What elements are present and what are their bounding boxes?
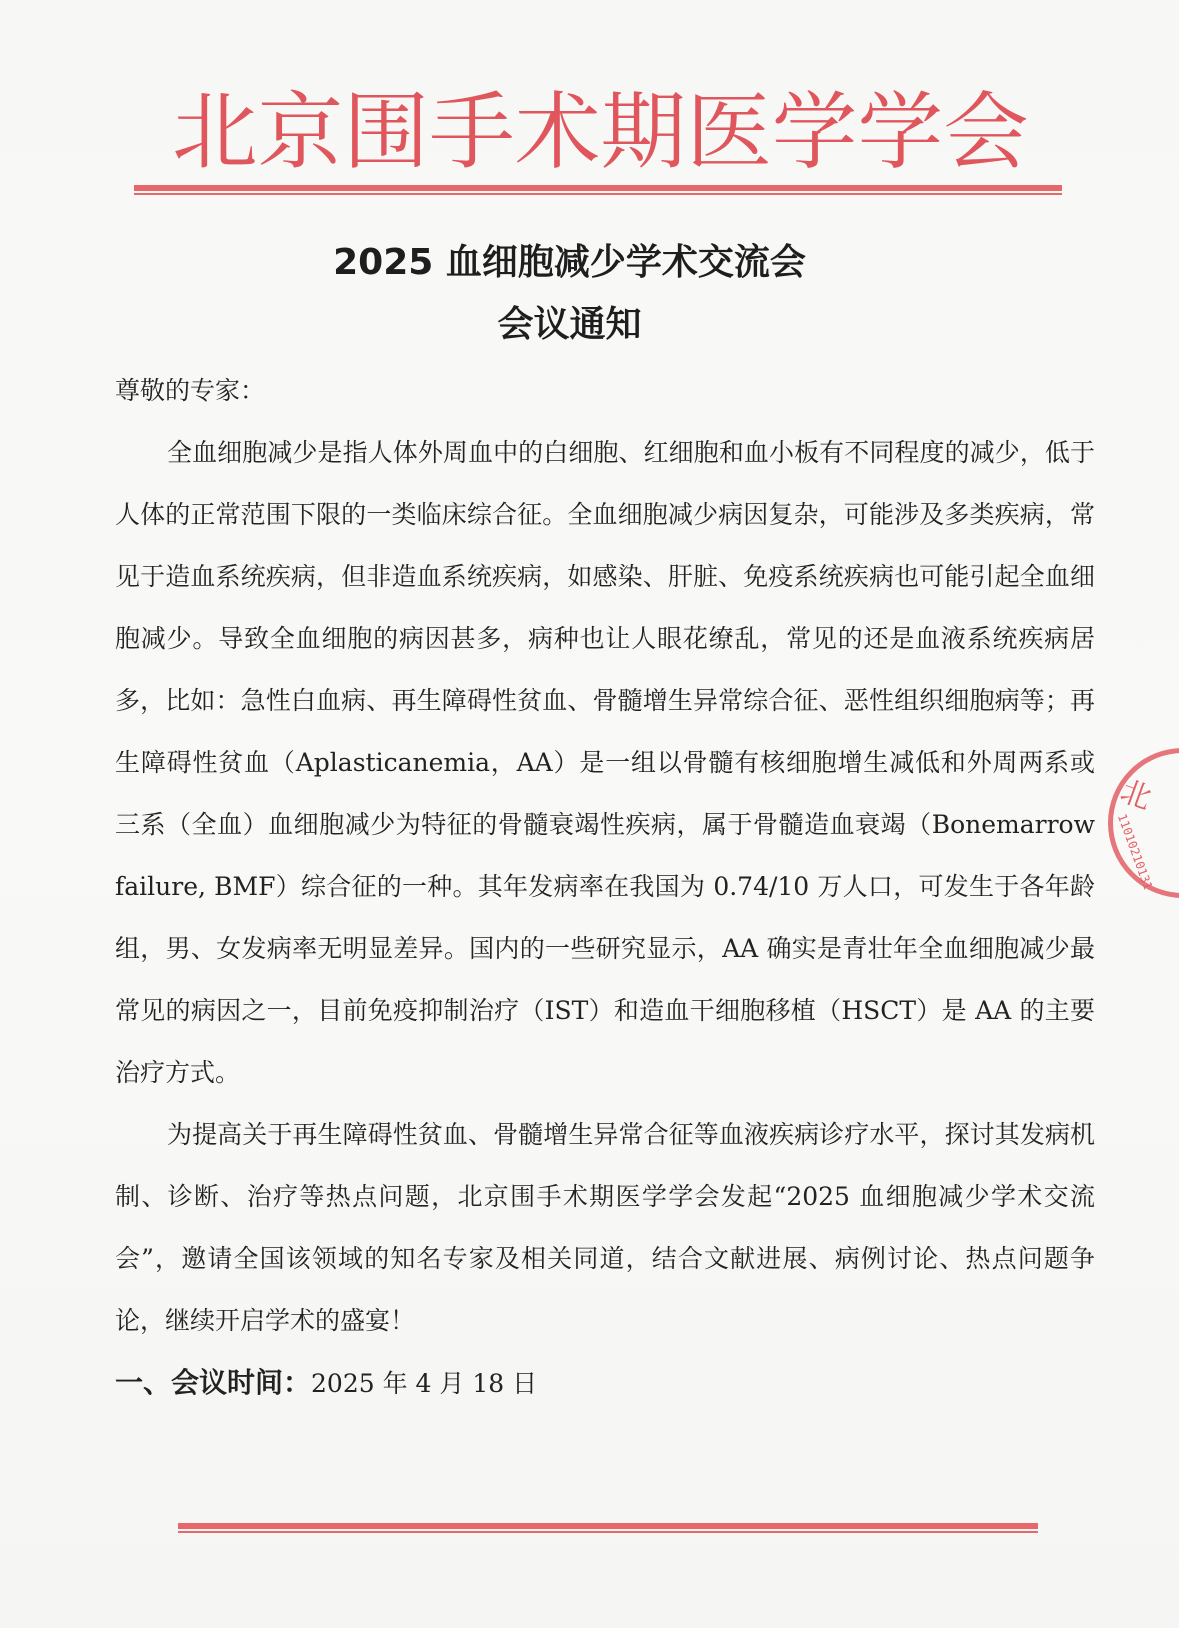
seal-digits: 11010210131 <box>1114 812 1156 892</box>
letterhead-org-name: 北京围手术期医学学会 <box>172 83 1029 181</box>
footer-rule-thin <box>178 1531 1038 1533</box>
footer-rule-thick <box>178 1523 1038 1529</box>
paragraph-background: 全血细胞减少是指人体外周血中的白细胞、红细胞和血小板有不同程度的减少，低于人体的正常范围下限的一类临床综合征。全血细胞减少病因复杂，可能涉及多类疾病，常见于造血系统疾病，但非造血系统疾病，如感染、肝脏、免疫系统疾病也可能引起全血细胞减少。导致全血细胞的病因甚多，病种也让人眼花缭乱，常见的还是血液系统疾病居多，比如：急性白血病、再生障碍性贫血、骨髓增生异常综合征、恶性组织细胞病等；再生障碍性贫血（Aplasticanemia，AA）是一组以骨髓有核细胞增生减低和外周两系或三系（全血）血细胞减少为特征的骨髓衰竭性疾病，属于骨髓造血衰竭（Bonemarrow failure, BMF）综合征的一种。其年发病率在我国为 0.74/10 万人口，可发生于各年龄组，男、女发病率无明显差异。国内的一些研究显示，AA 确实是青壮年全血细胞减少最常见的病因之一，目前免疫抑制治疗（IST）和造血干细胞移植（HSCT）是 AA 的主要治疗方式。 <box>115 438 1095 1087</box>
meeting-time-label: 一、会议时间： <box>115 1366 312 1399</box>
notice-body <box>115 360 1095 1415</box>
meeting-time-line <box>115 1352 1095 1415</box>
salutation: 尊敬的专家： <box>115 376 266 405</box>
letterhead-rule-thick <box>134 185 1062 191</box>
paragraph-purpose: 为提高关于再生障碍性贫血、骨髓增生异常合征等血液疾病诊疗水平，探讨其发病机制、诊断、治疗等热点问题，北京围手术期医学学会发起“2025 血细胞减少学术交流会”，邀请全国该领域的知名专家及相关同道，结合文献进展、病例讨论、热点问题争论，继续开启学术的盛宴！ <box>115 1120 1095 1335</box>
notice-title: 2025 血细胞减少学术交流会 <box>333 242 806 283</box>
seal-glyph: 北 <box>1115 773 1156 817</box>
notice-subtitle: 会议通知 <box>497 304 642 345</box>
meeting-time-value: 2025 年 4 月 18 日 <box>311 1369 538 1398</box>
letterhead-rule-thin <box>134 193 1062 195</box>
